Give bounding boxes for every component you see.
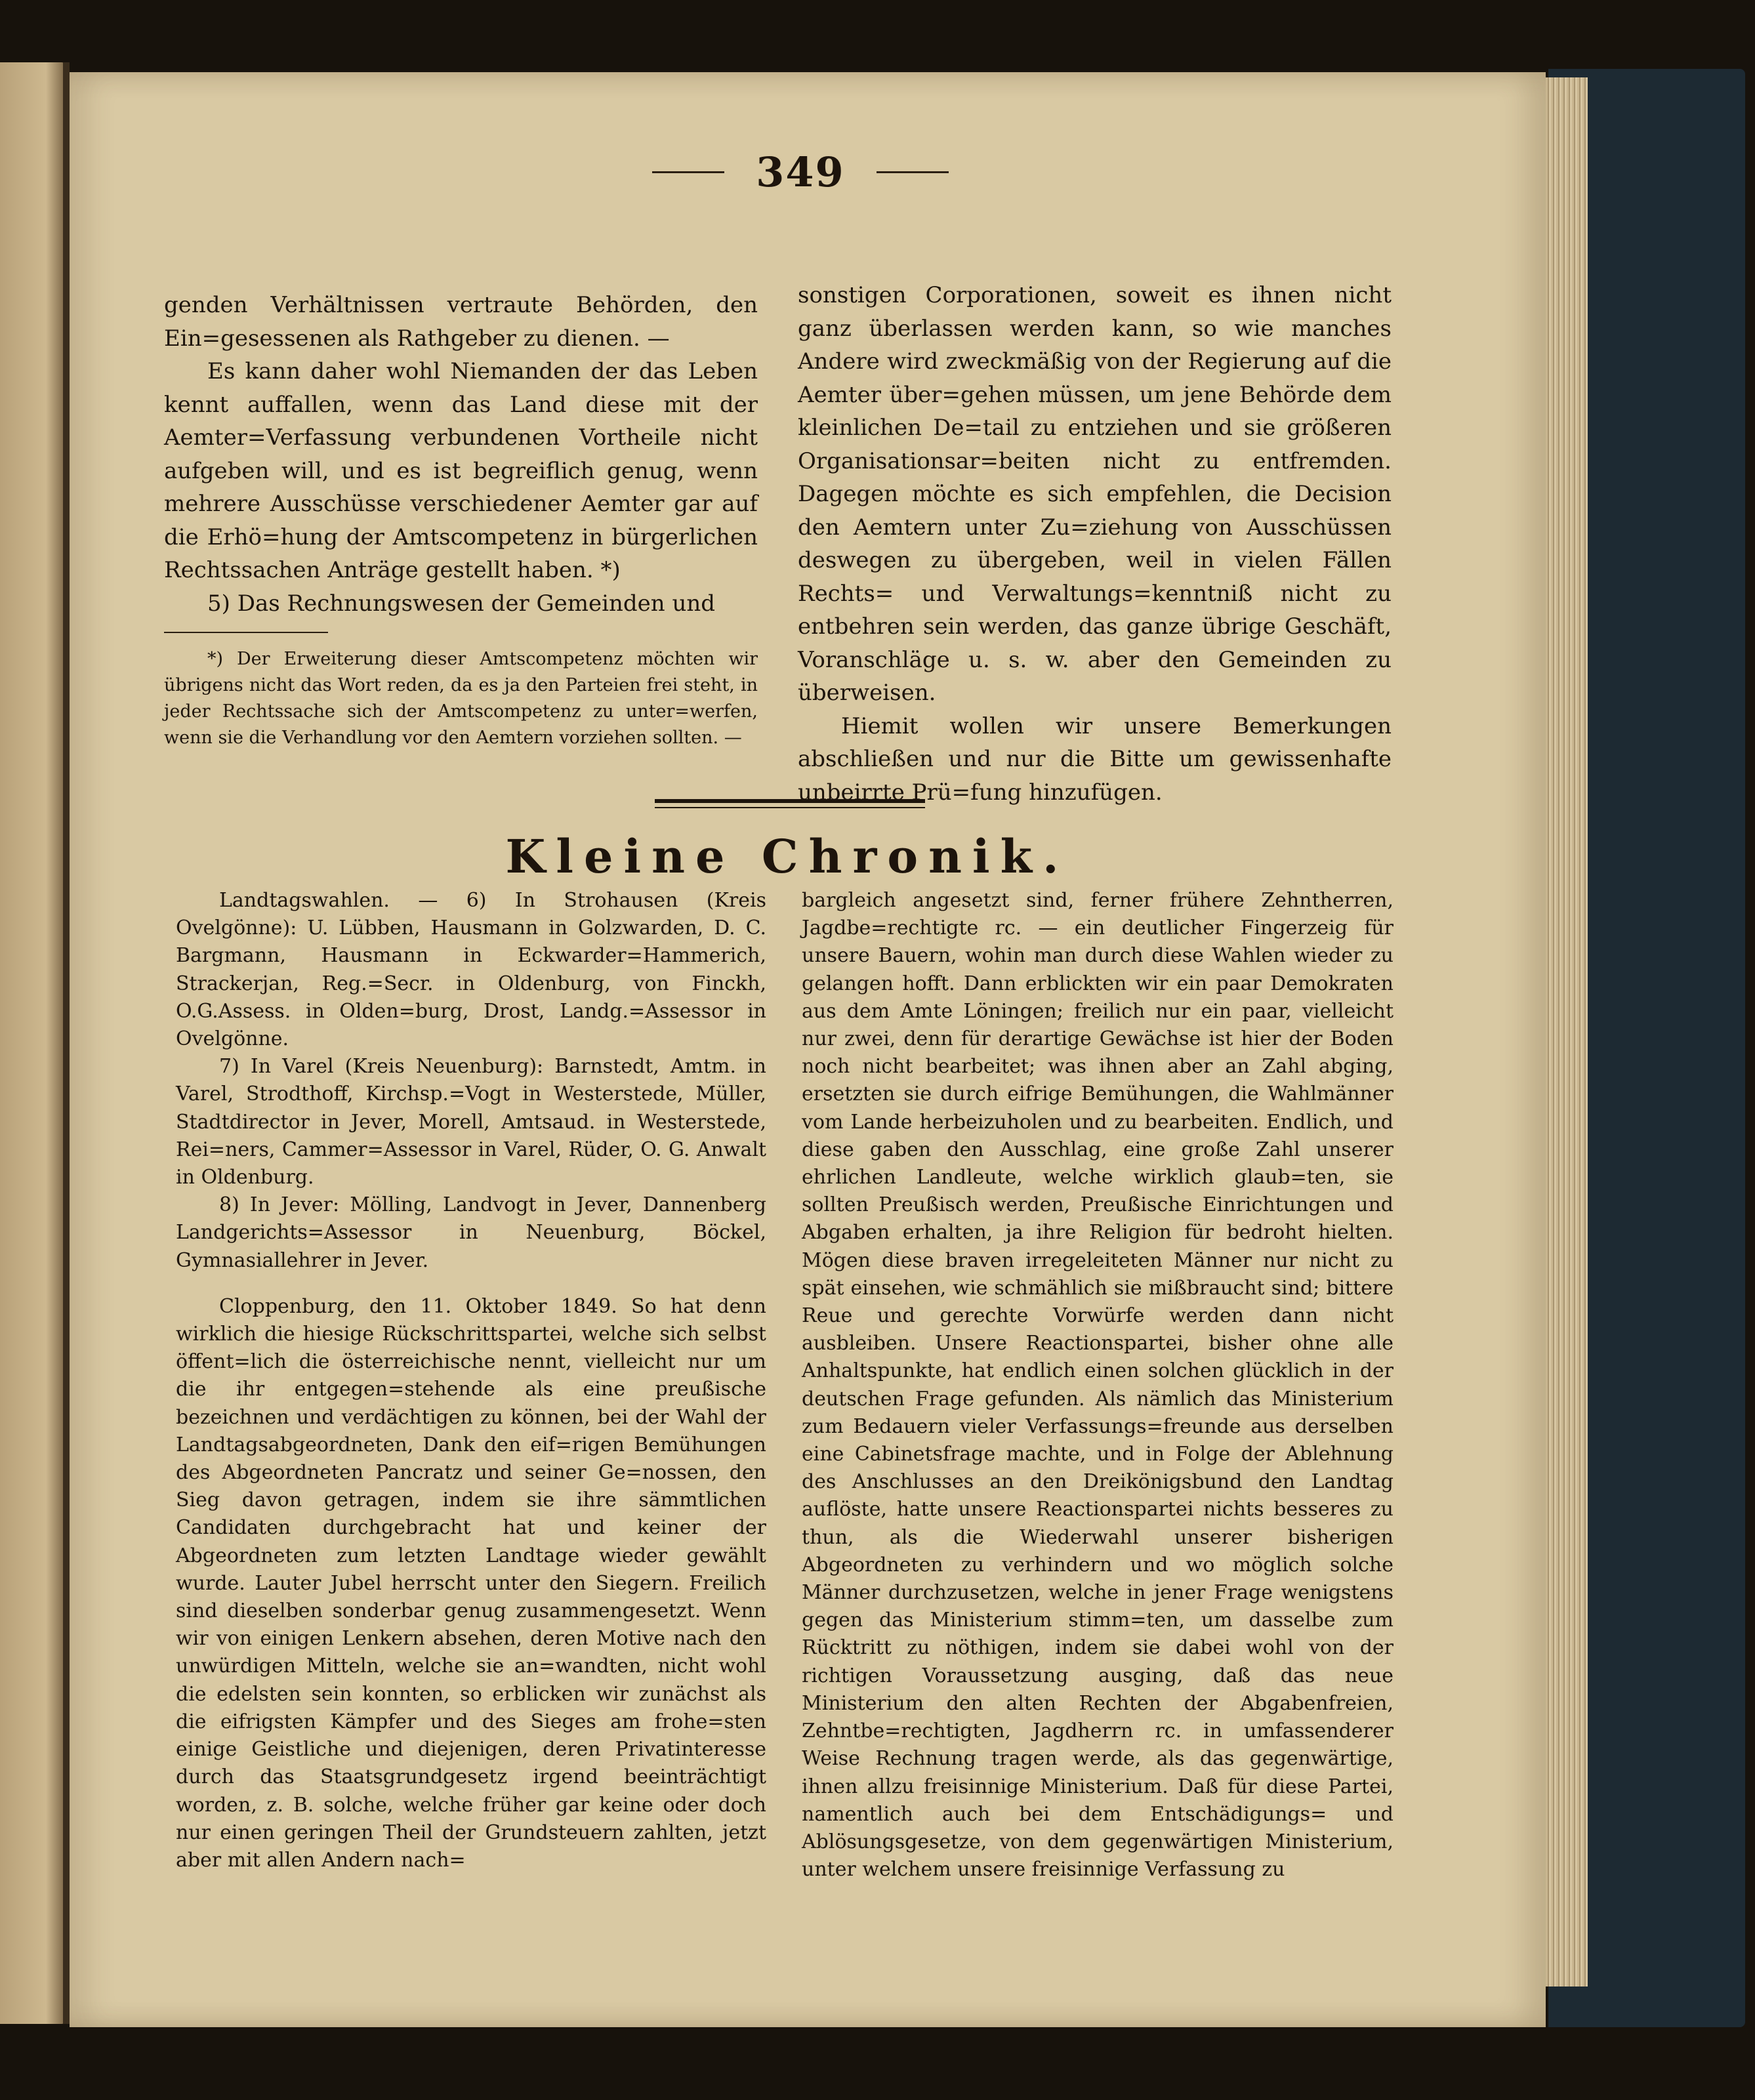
bottom-left-column [176, 887, 766, 1874]
footnote-rule [164, 632, 328, 633]
paragraph: Cloppenburg, den 11. Oktober 1849. So hat denn wirklich die hiesige Rückschrittspartei, welche sich selbst öffent=lich die österreichische nennt, vielleicht nur um die ihr entgegen=stehende als eine preußische bezeichnen und verdächtigen zu können, bei der Wahl der Landtagsabgeordneten, Dank den eif=rigen Bemühungen des Abgeordneten Pancratz und seiner Ge=nossen, den Sieg davon getragen, indem sie ihre sämmtlichen Candidaten durchgebracht hat und keiner der Abgeordneten zum letzten Landtage wieder gewählt wurde. Lauter Jubel herrscht unter den Siegern. Freilich sind dieselben sonderbar genug zusammengesetzt. Wenn wir von einigen Lenkern absehen, deren Motive nach den unwürdigen Mitteln, welche sie an=wandten, nicht wohl die edelsten sein konnten, so erblicken wir zunächst als die eifrigsten Kämpfer und des Sieges am frohe=sten einige Geistliche und diejenigen, deren Privatinteresse durch das Staatsgrundgesetz irgend beeinträchtigt worden, z. B. solche, welche früher gar keine oder doch nur einen geringen Theil der Grundsteuern zahlten, jetzt aber mit allen Andern nach= [176, 1294, 766, 1872]
adjacent-page-edge [0, 62, 66, 2024]
paragraph: Landtagswahlen. — 6) In Strohausen (Kreis Ovelgönne): U. Lübben, Hausmann in Golzwarden, D. C. Bargmann, Hausmann in Eckwarder=Hammerich, Strackerjan, Reg.=Secr. in Oldenburg, von Finckh, O.G.Assess. in Olden=burg, Drost, Landg.=Assessor in Ovelgönne. [176, 889, 766, 1051]
paragraph-gap [176, 1275, 766, 1293]
paragraph: 8) In Jever: Mölling, Landvogt in Jever, Dannenberg Landgerichts=Assessor in Neuenburg, Böckel, Gymnasiallehrer in Jever. [176, 1193, 766, 1272]
page-number-dash-right [877, 171, 949, 173]
paragraph: Es kann daher wohl Niemanden der das Leben kennt auffallen, wenn das Land diese mit der Aemter=Verfassung verbundenen Vortheile nicht aufgeben will, und es ist begreiflich genug, wenn mehrere Ausschüsse verschiedener Aemter gar auf die Erhö=hung der Amtscompetenz in bürgerlichen Rechtssachen Anträge gestellt haben. *) [164, 358, 758, 583]
page-number-text: 349 [756, 148, 845, 196]
paragraph: 5) Das Rechnungswesen der Gemeinden und [207, 590, 716, 617]
page-number [617, 146, 984, 198]
book-gutter [63, 62, 70, 2024]
bottom-right-column [802, 887, 1394, 1884]
paragraph: 7) In Varel (Kreis Neuenburg): Barnstedt, Amtm. in Varel, Strodthoff, Kirchsp.=Vogt in Westerstede, Müller, Stadtdirector in Jever, Morell, Amtsaud. in Westerstede, Rei=ners, Cammer=Assessor in Varel, Rüder, O. G. Anwalt in Oldenburg. [176, 1055, 766, 1189]
paragraph: bargleich angesetzt sind, ferner frühere Zehntherren, Jagdbe=rechtigte rc. — ein deutlicher Fingerzeig für unsere Bauern, wohin man durch diese Wahlen wieder zu gelangen hofft. Dann erblickten wir ein paar Demokraten aus dem Amte Löningen; freilich nur ein paar, vielleicht nur zwei, denn für derartige Gewächse ist hier der Boden noch nicht bearbeitet; was ihnen aber an Zahl abging, ersetzten sie durch eifrige Bemühungen, die Wahlmänner vom Lande herbeizuholen und zu bearbeiten. Endlich, und diese gaben den Ausschlag, eine große Zahl unserer ehrlichen Landleute, welche wirklich glaub=ten, sie sollten Preußisch werden, Preußische Einrichtungen und Abgaben erhalten, ja ihre Religion für bedroht hielten. Mögen diese braven irregeleiteten Männer nur nicht zu spät einsehen, wie schmählich sie mißbraucht sind; bittere Reue und gerechte Vorwürfe werden dann nicht ausbleiben. Unsere Reactionspartei, bisher ohne alle Anhaltspunkte, hat endlich einen solchen glücklich in der deutschen Frage gefunden. Als nämlich das Ministerium zum Bedauern vieler Verfassungs=freunde aus derselben eine Cabinetsfrage machte, und in Folge der Ablehnung des Anschlusses an den Dreikönigsbund den Landtag auflöste, hatte unsere Reactionspartei nichts besseres zu thun, als die Wiederwahl unserer bisherigen Abgeordneten zu verhindern und wo möglich solche Männer durchzusetzen, welche in jener Frage wenigstens gegen das Ministerium stimm=ten, um dasselbe zum Rücktritt zu nöthigen, indem sie dabei wohl von der richtigen Voraussetzung ausging, daß das neue Ministerium den alten Rechten der Abgabenfreien, Zehntbe=rechtigten, Jagdherrn rc. in umfassenderer Weise Rechnung tragen werde, als das gegenwärtige, ihnen allzu freisinnige Ministerium. Daß für diese Partei, namentlich auch bei dem Entschädigungs= und Ablösungsgesetze, von dem gegenwärtigen Ministerium, unter welchem unsere freisinnige Verfassung zu [802, 889, 1394, 1882]
top-right-column [798, 279, 1392, 809]
top-left-column [164, 289, 758, 751]
page-number-dash-left [652, 171, 724, 173]
paragraph: sonstigen Corporationen, soweit es ihnen nicht ganz überlassen werden kann, so wie manches Andere wird zweckmäßig von der Regierung auf die Aemter über=gehen müssen, um jene Behörde dem kleinlichen De=tail zu entziehen und sie größeren Organisationsar=beiten nicht zu entfremden. Dagegen möchte es sich empfehlen, die Decision den Aemtern unter Zu=ziehung von Ausschüssen deswegen zu übergeben, weil in vielen Fällen Rechts= und Verwaltungs=kenntniß nicht zu entbehren sein werden, das ganze übrige Geschäft, Voranschläge u. s. w. aber den Gemeinden zu überweisen. [798, 282, 1392, 706]
footnote: *) Der Erweiterung dieser Amtscompetenz möchten wir übrigens nicht das Wort reden, da es ja den Parteien frei steht, in jeder Rechtssache sich der Amtscompetenz zu unter=werfen, wenn sie die Verhandlung vor den Aemtern vorziehen sollten. — [164, 649, 758, 748]
section-separator-rule [655, 799, 925, 808]
paragraph: Hiemit wollen wir unsere Bemerkungen abschließen und nur die Bitte um gewissenhafte unbeirrte Prü=fung hinzufügen. [798, 712, 1392, 806]
paragraph: genden Verhältnissen vertraute Behörden, den Ein=gesessenen als Rathgeber zu dienen. — [164, 292, 758, 352]
section-title: Kleine Chronik. [505, 829, 1069, 884]
